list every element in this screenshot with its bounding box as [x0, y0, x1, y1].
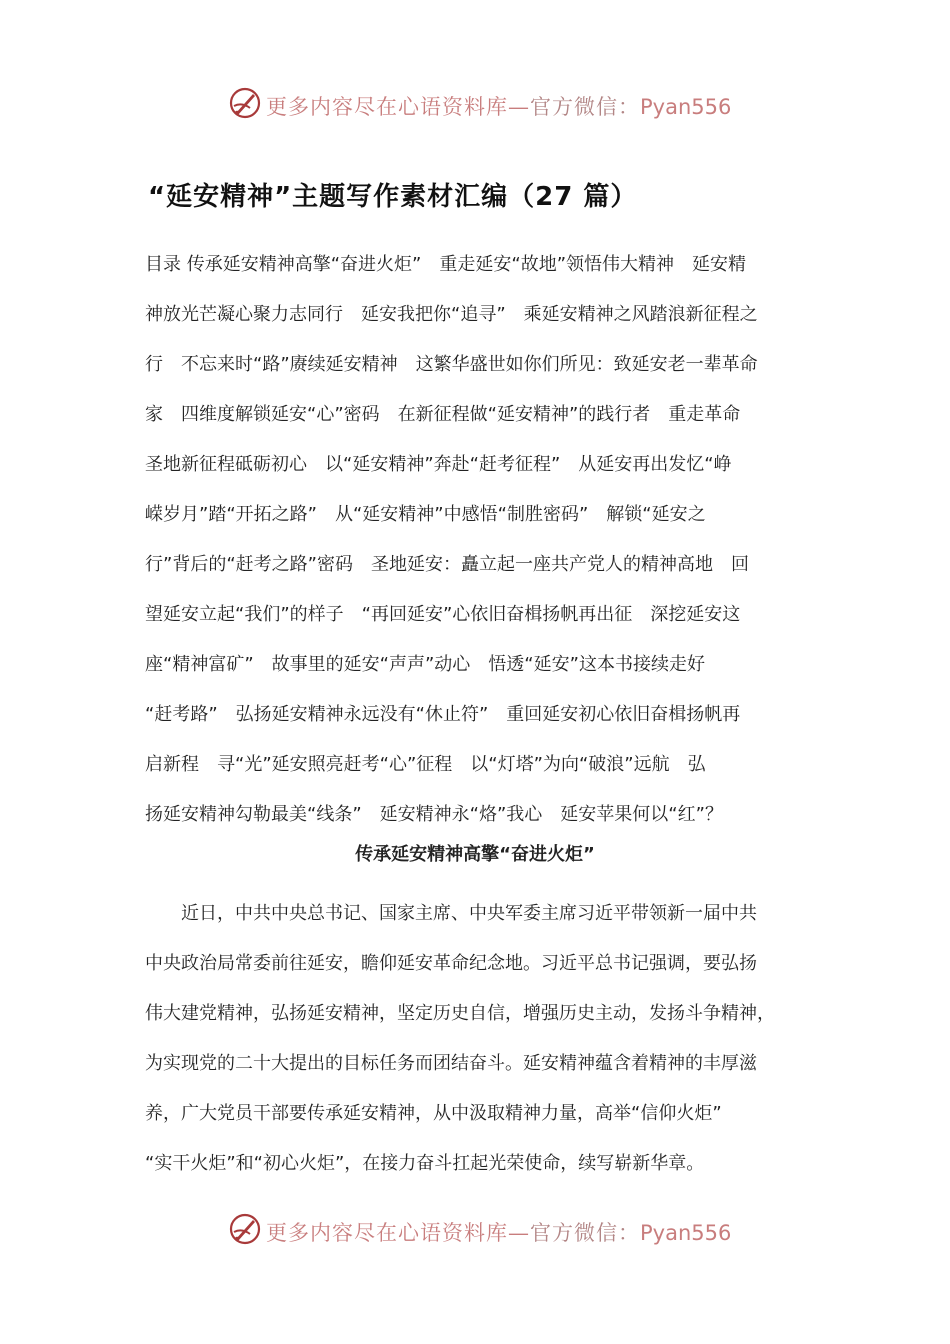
toc-line: 家 四维度解锁延安“心”密码 在新征程做“延安精神”的践行者 重走革命	[145, 404, 741, 425]
banner-wechat-label: 官方微信：	[530, 1221, 640, 1245]
paragraph-line: 养，广大党员干部要传承延安精神，从中汲取精神力量，高举“信仰火炬”	[145, 1103, 722, 1124]
toc-line: 座“精神富矿” 故事里的延安“声声”动心 悟透“延安”这本书接续走好	[145, 654, 705, 675]
paragraph-line: 近日，中共中央总书记、国家主席、中央军委主席习近平带领新一届中共	[145, 903, 757, 924]
banner-slogan: 更多内容尽在心语资料库	[266, 95, 508, 119]
table-of-contents	[145, 240, 810, 840]
header-banner	[0, 82, 950, 130]
paragraph-line: 为实现党的二十大提出的目标任务而团结奋斗。延安精神蕴含着精神的丰厚滋	[145, 1053, 757, 1074]
toc-line: 圣地新征程砥砺初心 以“延安精神”奔赴“赶考征程” 从延安再出发忆“峥	[145, 454, 732, 475]
toc-line: 嵘岁月”踏“开拓之路” 从“延安精神”中感悟“制胜密码” 解锁“延安之	[145, 504, 706, 525]
paragraph-line: 伟大建党精神，弘扬延安精神，坚定历史自信，增强历史主动，发扬斗争精神，	[145, 1003, 775, 1024]
document-title: “延安精神”主题写作素材汇编（27 篇）	[148, 182, 638, 212]
toc-line: 扬延安精神勾勒最美“线条” 延安精神永“烙”我心 延安苹果何以“红”？	[145, 804, 723, 825]
toc-line: 望延安立起“我们”的样子 “再回延安”心依旧奋楫扬帆再出征 深挖延安这	[145, 604, 741, 625]
paragraph-line: “实干火炬”和“初心火炬”，在接力奋斗扛起光荣使命，续写崭新华章。	[145, 1153, 705, 1174]
banner-wechat-label: 官方微信：	[530, 95, 640, 119]
banner-text	[266, 1217, 731, 1247]
banner-separator: —	[508, 1221, 530, 1245]
quill-pen-logo-icon	[228, 1212, 262, 1246]
footer-banner	[0, 1208, 950, 1256]
toc-line: “赶考路” 弘扬延安精神永远没有“休止符” 重回延安初心依旧奋楫扬帆再	[145, 704, 741, 725]
toc-line: 神放光芒凝心聚力志同行 延安我把你“追寻” 乘延安精神之风踏浪新征程之	[145, 304, 758, 325]
banner-separator: —	[508, 95, 530, 119]
banner-text	[266, 91, 731, 121]
quill-pen-logo-icon	[228, 86, 262, 120]
toc-line: 行 不忘来时“路”赓续延安精神 这繁华盛世如你们所见：致延安老一辈革命	[145, 354, 758, 375]
toc-line: 行”背后的“赶考之路”密码 圣地延安：矗立起一座共产党人的精神高地 回	[145, 554, 749, 575]
banner-handle: Pyan556	[640, 1221, 732, 1245]
body-paragraph	[145, 889, 810, 1189]
paragraph-line: 中央政治局常委前往延安，瞻仰延安革命纪念地。习近平总书记强调，要弘扬	[145, 953, 757, 974]
toc-line: 目录 传承延安精神高擎“奋进火炬” 重走延安“故地”领悟伟大精神 延安精	[145, 254, 747, 275]
toc-line: 启新程 寻“光”延安照亮赶考“心”征程 以“灯塔”为向“破浪”远航 弘	[145, 754, 706, 775]
section-heading: 传承延安精神高擎“奋进火炬”	[355, 844, 595, 865]
banner-handle: Pyan556	[640, 95, 732, 119]
banner-slogan: 更多内容尽在心语资料库	[266, 1221, 508, 1245]
